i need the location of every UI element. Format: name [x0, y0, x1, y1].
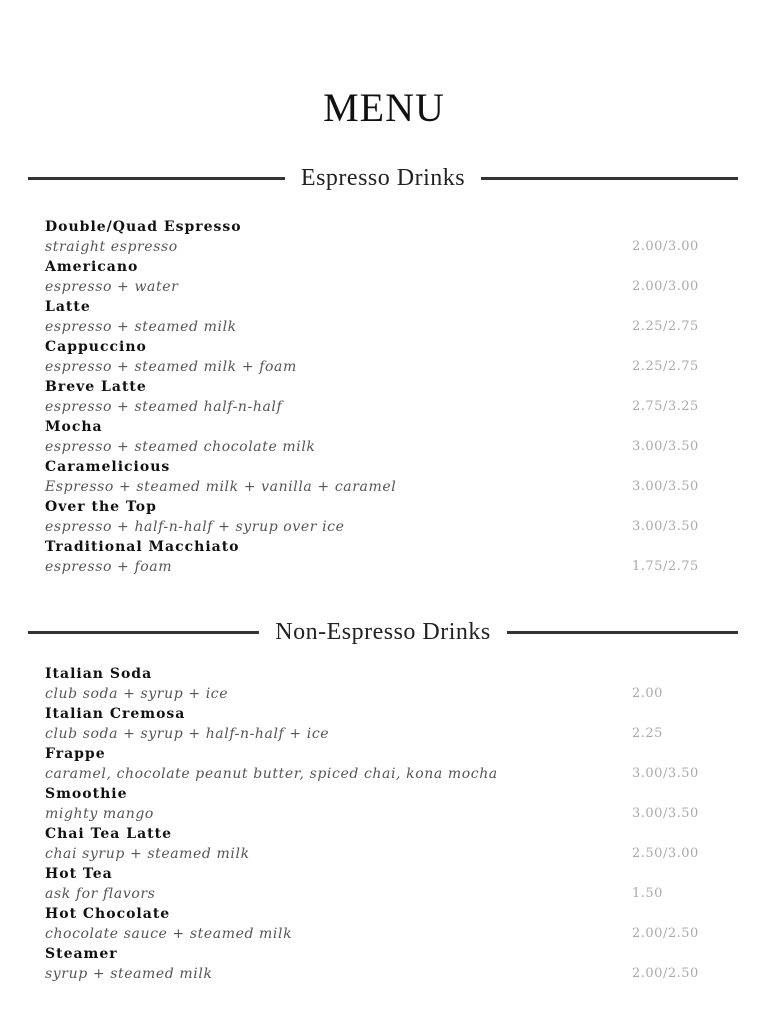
item-price: 3.00/3.50 [632, 766, 699, 781]
item-price: 2.00/3.00 [632, 239, 699, 254]
item-price: 3.00/3.50 [632, 806, 699, 821]
item-description: chai syrup + steamed milk [45, 846, 250, 862]
menu-item [45, 664, 705, 704]
item-name: Hot Tea [45, 866, 113, 882]
item-description: espresso + steamed milk [45, 319, 237, 335]
section-title-espresso: Espresso Drinks [300, 164, 466, 191]
item-price: 1.75/2.75 [632, 559, 699, 574]
menu-item [45, 944, 705, 984]
item-price: 3.00/3.50 [632, 479, 699, 494]
item-price: 2.25/2.75 [632, 359, 699, 374]
item-description: ask for flavors [45, 886, 156, 902]
item-price: 2.25 [632, 726, 663, 741]
item-description: chocolate sauce + steamed milk [45, 926, 293, 942]
item-name: Italian Cremosa [45, 706, 186, 722]
item-name: Chai Tea Latte [45, 826, 173, 842]
section-divider-right [507, 631, 738, 634]
section-divider-left [28, 631, 259, 634]
item-price: 3.00/3.50 [632, 519, 699, 534]
item-description: Espresso + steamed milk + vanilla + caramel [45, 479, 397, 495]
item-description: mighty mango [45, 806, 154, 822]
menu-item [45, 904, 705, 944]
item-price: 2.50/3.00 [632, 846, 699, 861]
item-description: caramel, chocolate peanut butter, spiced chai, kona mocha [45, 766, 498, 782]
menu-item [45, 457, 705, 497]
item-price: 2.00/2.50 [632, 926, 699, 941]
item-name: Cappuccino [45, 339, 147, 355]
menu-item [45, 257, 705, 297]
menu-item [45, 864, 705, 904]
non-espresso-items-list [45, 664, 705, 984]
item-name: Steamer [45, 946, 118, 962]
item-name: Italian Soda [45, 666, 153, 682]
menu-item [45, 417, 705, 457]
menu-item [45, 784, 705, 824]
item-description: espresso + steamed milk + foam [45, 359, 297, 375]
menu-item [45, 744, 705, 784]
menu-item [45, 497, 705, 537]
item-price: 2.75/3.25 [632, 399, 699, 414]
item-description: espresso + water [45, 279, 179, 295]
item-description: espresso + steamed chocolate milk [45, 439, 316, 455]
item-description: club soda + syrup + half-n-half + ice [45, 726, 330, 742]
menu-item [45, 377, 705, 417]
item-description: espresso + foam [45, 559, 173, 575]
menu-item [45, 824, 705, 864]
item-name: Smoothie [45, 786, 128, 802]
section-header-non-espresso [28, 616, 738, 648]
menu-item [45, 337, 705, 377]
item-name: Hot Chocolate [45, 906, 171, 922]
item-price: 2.00/3.00 [632, 279, 699, 294]
item-name: Latte [45, 299, 91, 315]
menu-item [45, 297, 705, 337]
item-price: 2.00 [632, 686, 663, 701]
item-price: 3.00/3.50 [632, 439, 699, 454]
item-description: straight espresso [45, 239, 178, 255]
item-price: 2.25/2.75 [632, 319, 699, 334]
menu-item [45, 217, 705, 257]
espresso-items-list [45, 217, 705, 577]
section-title-non-espresso: Non-Espresso Drinks [275, 618, 491, 645]
item-description: club soda + syrup + ice [45, 686, 229, 702]
menu-item [45, 704, 705, 744]
menu-item [45, 537, 705, 577]
item-description: espresso + half-n-half + syrup over ice [45, 519, 345, 535]
item-price: 2.00/2.50 [632, 966, 699, 981]
item-name: Americano [45, 259, 139, 275]
item-name: Breve Latte [45, 379, 147, 395]
item-price: 1.50 [632, 886, 663, 901]
item-name: Over the Top [45, 499, 157, 515]
menu-title: MENU [323, 85, 445, 130]
item-description: espresso + steamed half-n-half [45, 399, 283, 415]
section-divider-left [28, 177, 285, 180]
item-name: Double/Quad Espresso [45, 219, 242, 235]
item-name: Mocha [45, 419, 103, 435]
item-name: Caramelicious [45, 459, 171, 475]
item-name: Frappe [45, 746, 106, 762]
item-description: syrup + steamed milk [45, 966, 213, 982]
section-header-espresso [28, 162, 738, 194]
item-name: Traditional Macchiato [45, 539, 240, 555]
section-divider-right [481, 177, 738, 180]
